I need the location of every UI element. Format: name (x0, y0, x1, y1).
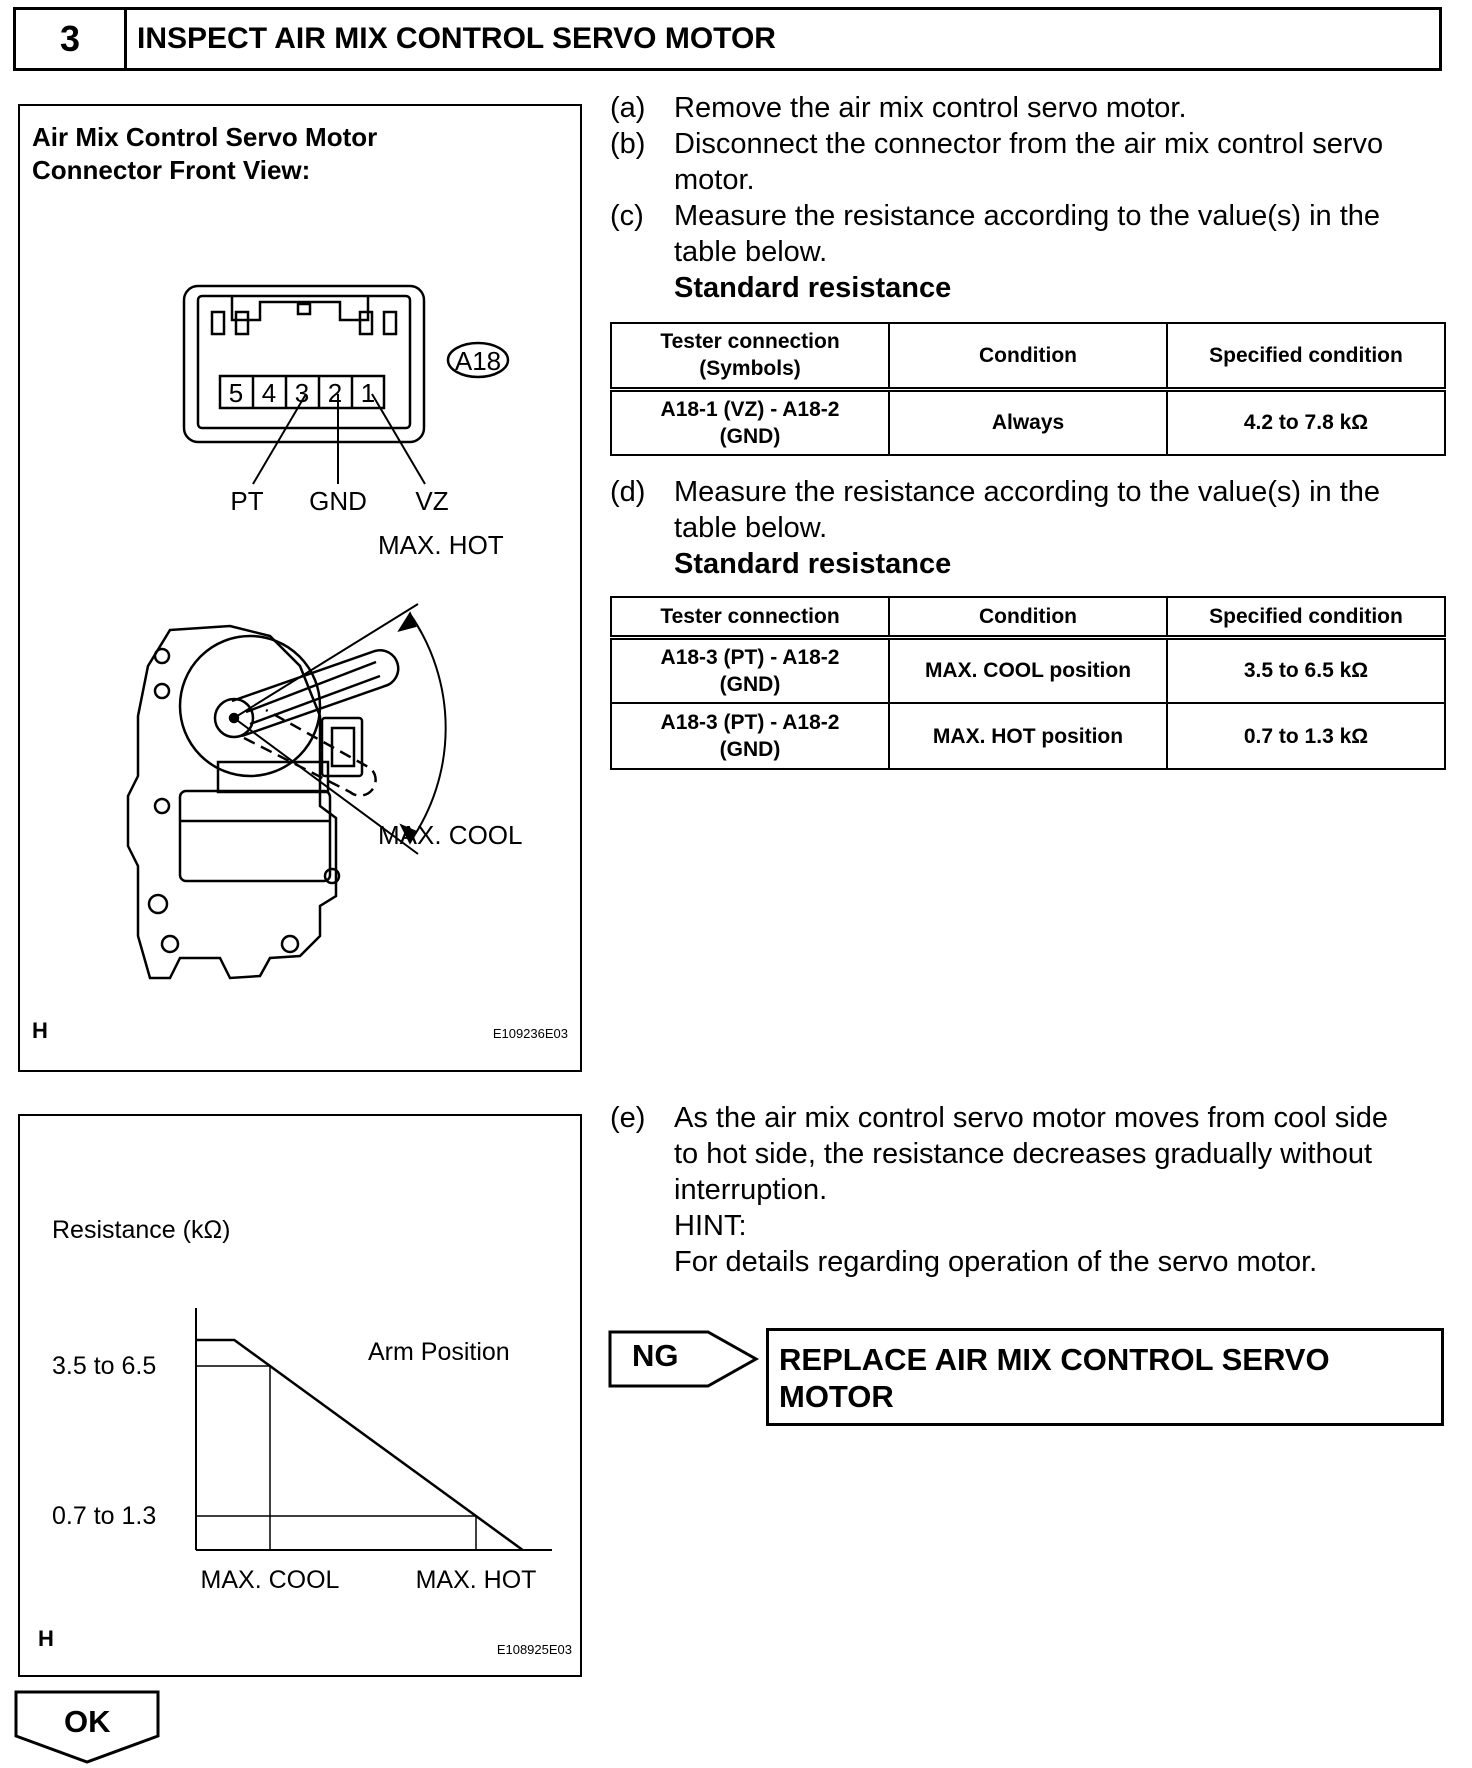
step-e-hint: HINT: (674, 1210, 747, 1242)
connector-figure (18, 104, 582, 1072)
table1-header-cell: Condition (889, 323, 1167, 389)
connector-id: A18 (454, 346, 502, 376)
resistance-table-1 (610, 322, 1446, 456)
table1-cell: Always (889, 389, 1167, 455)
pin-5: 5 (228, 378, 244, 408)
chart-ylabel: Resistance (kΩ) (52, 1216, 231, 1244)
pin-2: 2 (327, 378, 343, 408)
servo-motor-drawing (128, 604, 446, 978)
ng-action-box: REPLACE AIR MIX CONTROL SERVO MOTOR (766, 1328, 1444, 1426)
pin-label-vz: VZ (415, 486, 449, 516)
step-c-standard: Standard resistance (674, 272, 952, 304)
table1-header-cell: Tester connection (Symbols) (611, 323, 889, 389)
step-d-label: (d) (610, 476, 646, 508)
step-c-line1: Measure the resistance according to the value(s) in the (674, 200, 1381, 232)
figure1-id: E109236E03 (492, 1026, 568, 1041)
table-row (611, 703, 1445, 769)
step-e (610, 1100, 1450, 1280)
pin-3: 3 (294, 378, 310, 408)
connector-drawing (184, 286, 424, 442)
ng-arrow (608, 1330, 760, 1388)
ng-label: NG (632, 1338, 679, 1373)
table1-cell: 4.2 to 7.8 kΩ (1167, 389, 1445, 455)
chart-y-tick-label: 0.7 to 1.3 (52, 1502, 157, 1530)
step-c-label: (c) (610, 200, 644, 232)
step-c-line2: table below. (674, 236, 828, 268)
pin-label-gnd: GND (309, 486, 367, 516)
chart-xlabel: Arm Position (368, 1338, 510, 1366)
step-title: INSPECT AIR MIX CONTROL SERVO MOTOR (137, 22, 776, 55)
step-a (610, 90, 1450, 126)
table2-header-cell: Tester connection (611, 597, 889, 637)
step-a-text: Remove the air mix control servo motor. (674, 92, 1187, 124)
max-cool-label: MAX. COOL (378, 820, 523, 850)
step-d (610, 474, 1450, 582)
step-e-label: (e) (610, 1102, 646, 1134)
pin-4: 4 (261, 378, 277, 408)
resistance-table-2 (610, 596, 1446, 770)
table-row (611, 389, 1445, 455)
figure1-title-line2: Connector Front View: (32, 155, 311, 185)
step-b-line1: Disconnect the connector from the air mix control servo (674, 128, 1384, 160)
figure2-id: E108925E03 (496, 1642, 572, 1657)
table2-cell: 0.7 to 1.3 kΩ (1167, 703, 1445, 769)
table2-cell: 3.5 to 6.5 kΩ (1167, 637, 1445, 703)
step-e-line1: As the air mix control servo motor moves from cool side (674, 1102, 1388, 1134)
ok-label: OK (64, 1704, 111, 1739)
step-e-line3: interruption. (674, 1174, 828, 1206)
step-c (610, 198, 1450, 306)
chart-series-line (196, 1340, 523, 1550)
step-d-line1: Measure the resistance according to the value(s) in the (674, 476, 1381, 508)
step-d-line2: table below. (674, 512, 828, 544)
table1-cell: A18-1 (VZ) - A18-2 (GND) (611, 389, 889, 455)
chart-x-tick-label: MAX. HOT (415, 1566, 537, 1594)
step-b (610, 126, 1450, 198)
pin-1: 1 (360, 378, 376, 408)
step-a-label: (a) (610, 92, 646, 124)
resistance-chart-svg (20, 1116, 584, 1679)
figure2-corner-mark: H (38, 1626, 54, 1651)
figure1-title-line1: Air Mix Control Servo Motor (32, 122, 378, 152)
step-e-line2: to hot side, the resistance decreases gradually without (674, 1138, 1373, 1170)
table2-cell: MAX. HOT position (889, 703, 1167, 769)
max-hot-label: MAX. HOT (378, 530, 504, 560)
chart-x-tick-label: MAX. COOL (200, 1566, 340, 1594)
table1-header-cell: Specified condition (1167, 323, 1445, 389)
table2-cell: MAX. COOL position (889, 637, 1167, 703)
resistance-chart (18, 1114, 582, 1677)
step-e-hint-text: For details regarding operation of the servo motor. (674, 1246, 1318, 1278)
table1-header-row (611, 323, 1445, 389)
table-row (611, 637, 1445, 703)
chart-y-tick-label: 3.5 to 6.5 (52, 1352, 157, 1380)
pin-label-pt: PT (230, 486, 264, 516)
table2-cell: A18-3 (PT) - A18-2 (GND) (611, 637, 889, 703)
figure1-corner-mark: H (32, 1018, 48, 1043)
step-b-line2: motor. (674, 164, 755, 196)
step-d-standard: Standard resistance (674, 548, 952, 580)
step-b-label: (b) (610, 128, 646, 160)
step-header (13, 7, 1442, 71)
table2-cell: A18-3 (PT) - A18-2 (GND) (611, 703, 889, 769)
step-number: 3 (16, 10, 127, 68)
table2-header-cell: Specified condition (1167, 597, 1445, 637)
connector-figure-drawing (20, 106, 584, 1074)
table2-header-cell: Condition (889, 597, 1167, 637)
table2-header-row (611, 597, 1445, 637)
